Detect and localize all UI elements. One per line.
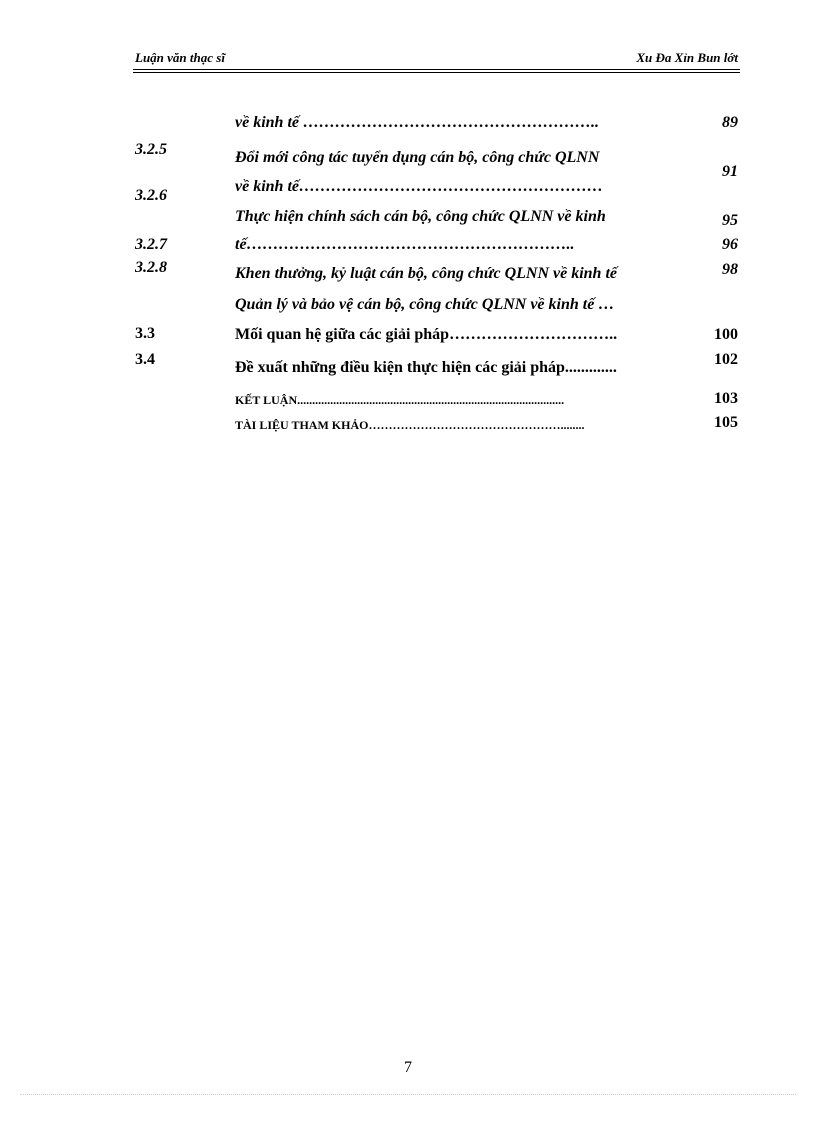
toc-entry-title: tế…………………………………………………….. <box>235 236 575 253</box>
toc-entry-title: Thực hiện chính sách cán bộ, công chức QLNN về kinh <box>235 208 606 225</box>
toc-entry-title: Quản lý và bảo vệ cán bộ, công chức QLNN về kinh tế … <box>235 296 615 313</box>
footer-divider <box>20 1094 796 1095</box>
toc-entry-number: 3.2.5 <box>135 141 167 158</box>
toc-entry-title: về kinh tế ……………………………………………….. <box>235 114 599 131</box>
toc-entry-page: 89 <box>722 114 738 131</box>
toc-entry-page: 105 <box>714 414 738 431</box>
toc-entry-title: TÀI LIỆU THAM KHẢO…………………………………………........ <box>235 418 585 432</box>
toc-entry-page: 96 <box>722 236 738 253</box>
toc-entry-title: KẾT LUẬN......................................................................................... <box>235 393 565 407</box>
toc-entry-title: Đổi mới công tác tuyển dụng cán bộ, công chức QLNN <box>235 149 600 166</box>
toc-entry-page: 91 <box>722 163 738 180</box>
toc-entry-page: 98 <box>722 261 738 278</box>
page-number: 7 <box>404 1059 412 1076</box>
header-author-name: Xu Đa Xỉn Bun lớt <box>636 50 738 65</box>
toc-entry-page: 100 <box>714 326 738 343</box>
header-rule <box>133 69 740 73</box>
toc-entry-number: 3.2.7 <box>135 236 167 253</box>
toc-entry-title: Mối quan hệ giữa các giải pháp………………………….. <box>235 326 618 343</box>
toc-entry-number: 3.2.6 <box>135 187 167 204</box>
toc-entry-page: 102 <box>714 351 738 368</box>
toc-entry-page: 95 <box>722 212 738 229</box>
toc-entry-page: 103 <box>714 390 738 407</box>
toc-entry-number: 3.3 <box>135 325 155 342</box>
toc-entry-title: Đề xuất những điều kiện thực hiện các giải pháp............. <box>235 359 617 376</box>
header-thesis-label: Luận văn thạc sĩ <box>135 50 225 65</box>
toc-entry-number: 3.4 <box>135 351 155 368</box>
toc-entry-title: về kinh tế………………………………………………… <box>235 178 603 195</box>
toc-entry-number: 3.2.8 <box>135 259 167 276</box>
toc-entry-title: Khen thưởng, kỷ luật cán bộ, công chức QLNN về kinh tế <box>235 265 617 282</box>
